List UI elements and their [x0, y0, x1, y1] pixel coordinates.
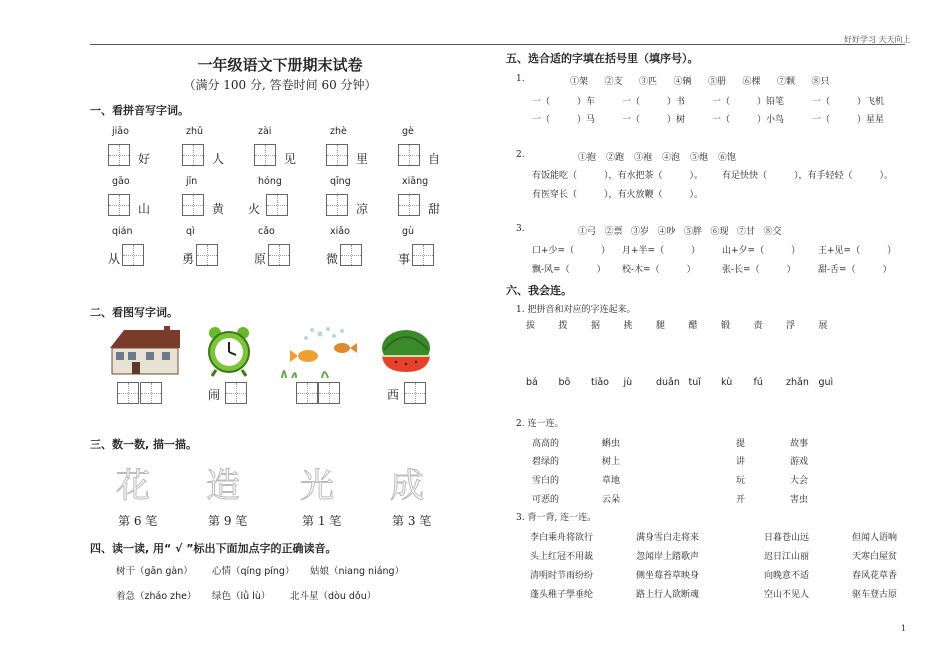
fill-blank[interactable]: 一（ ）树 — [622, 115, 686, 125]
given-character: 凉 — [356, 202, 369, 216]
match-item[interactable]: 大会 — [790, 476, 809, 486]
pronunciation-item[interactable]: 北斗星（dòu dǒu） — [290, 591, 377, 602]
answer-box[interactable] — [182, 144, 204, 166]
answer-box[interactable] — [196, 244, 218, 266]
given-character: 事 — [398, 252, 411, 266]
match-item[interactable]: 碧绿的 — [532, 457, 560, 467]
pronunciation-item[interactable]: 树干（gān gàn） — [116, 566, 193, 577]
fill-blank[interactable]: 王+见=（ ） — [818, 246, 897, 256]
match-pinyin[interactable]: tiǎo — [591, 377, 609, 388]
match-character[interactable]: 拨 — [558, 321, 568, 331]
option-item: ②支 — [604, 77, 623, 87]
pinyin-label: zài — [258, 126, 272, 137]
match-item[interactable]: 高高的 — [532, 439, 560, 449]
match-pinyin[interactable]: bá — [526, 377, 538, 388]
pinyin-label: gāo — [112, 176, 130, 187]
given-character: 勇 — [182, 252, 195, 266]
option-item: ⑦甘 — [737, 227, 756, 237]
answer-box[interactable] — [108, 194, 130, 216]
question-number: 1. — [516, 74, 525, 84]
answer-box[interactable] — [340, 244, 362, 266]
fill-blank[interactable]: 口+少=（ ） — [532, 246, 611, 256]
option-item: ⑤胖 — [684, 227, 703, 237]
fill-blank[interactable]: 一（ ）车 — [532, 97, 596, 107]
fill-blank[interactable]: 校-木=（ ） — [622, 265, 696, 275]
answer-box[interactable] — [117, 382, 139, 404]
match-item[interactable]: 雪白的 — [532, 476, 560, 486]
match-item[interactable]: 云朵 — [602, 495, 621, 505]
match-character[interactable]: 据 — [591, 321, 601, 331]
option-item: ⑥饱 — [718, 153, 737, 163]
exam-title: 一年级语文下册期末试卷 — [197, 56, 363, 74]
option-item: ⑥现 — [710, 227, 729, 237]
given-character: 微 — [326, 252, 339, 266]
house-picture — [102, 326, 184, 378]
fish-picture — [272, 324, 362, 378]
option-item: ③岁 — [631, 227, 650, 237]
match-character[interactable]: 展 — [818, 321, 828, 331]
fill-blank[interactable]: 张-长=（ ） — [722, 265, 796, 275]
pronunciation-item[interactable]: 姑娘（niang niáng） — [310, 566, 405, 577]
section-1-title: 一、看拼音写字词。 — [90, 104, 189, 117]
match-character[interactable]: 腿 — [656, 321, 666, 331]
answer-box[interactable] — [412, 244, 434, 266]
poem-line[interactable]: 迟日江山丽 — [764, 552, 810, 562]
option-item: ②票 — [604, 227, 623, 237]
pinyin-label: xiāng — [402, 176, 429, 187]
poem-line[interactable]: 蓬头稚子學垂纶 — [530, 590, 594, 600]
page-number: 1 — [901, 624, 907, 633]
header-slogan: 好好学习 天天向上 — [844, 35, 911, 44]
option-item: ①弓 — [578, 227, 597, 237]
match-item[interactable]: 害虫 — [790, 495, 809, 505]
fill-blank[interactable]: 一（ ）铅笔 — [712, 97, 785, 107]
given-character: 黄 — [212, 202, 225, 216]
poem-line[interactable]: 春风花草香 — [852, 571, 898, 581]
fill-blank[interactable]: 一（ ）小鸟 — [712, 115, 785, 125]
poem-line[interactable]: 清明时节雨纷纷 — [530, 571, 594, 581]
pinyin-label: hóng — [258, 176, 282, 187]
fill-blank[interactable]: 有足快快（ ），有手轻轻（ ）。 — [722, 171, 894, 181]
section-6-q1-title: 1. 把拼音和对应的字连起来。 — [516, 305, 636, 315]
poem-line[interactable]: 向晚意不适 — [764, 571, 810, 581]
given-character: 从 — [108, 252, 121, 266]
pinyin-label: zhè — [330, 126, 347, 137]
section-5-title: 五、选合适的字填在括号里（填序号）。 — [506, 52, 699, 65]
pinyin-label: xiǎo — [330, 226, 350, 237]
poem-line[interactable]: 头上红冠不用裁 — [530, 552, 594, 562]
fill-blank[interactable]: 一（ ）马 — [532, 115, 596, 125]
stroke-number: 第 1 笔 — [302, 514, 342, 528]
option-item: ③袍 — [634, 153, 653, 163]
option-item: ⑧只 — [811, 77, 830, 87]
watermelon-picture — [376, 326, 434, 374]
given-character: 好 — [138, 152, 151, 166]
pinyin-label: zhǔ — [186, 126, 204, 137]
pronunciation-item[interactable]: 绿色（lǜ lù） — [212, 591, 271, 602]
option-item: ⑧交 — [763, 227, 782, 237]
answer-box[interactable] — [122, 244, 144, 266]
given-character: 山 — [138, 202, 151, 216]
given-character: 见 — [284, 152, 297, 166]
pinyin-label: gù — [402, 226, 415, 237]
match-pinyin[interactable]: kù — [721, 377, 733, 388]
match-item[interactable]: 草地 — [602, 476, 621, 486]
option-item: ⑥棵 — [742, 77, 761, 87]
fill-blank[interactable]: 月+半=（ ） — [622, 246, 701, 256]
fill-blank[interactable]: 一（ ）书 — [622, 97, 686, 107]
match-pinyin[interactable]: fú — [753, 377, 763, 388]
answer-box[interactable] — [318, 382, 340, 404]
answer-box[interactable] — [140, 382, 162, 404]
section-4-title: 四、读一读, 用“ √ ”标出下面加点字的正确读音。 — [90, 542, 337, 555]
given-character: 自 — [428, 152, 441, 166]
match-item[interactable]: 提 — [736, 439, 746, 449]
match-item[interactable]: 蝌虫 — [602, 439, 621, 449]
answer-box[interactable] — [326, 194, 348, 216]
picture-label-clock: 闹 — [208, 388, 221, 402]
alarm-clock-picture — [204, 324, 254, 378]
option-item: ③匹 — [639, 77, 658, 87]
option-item: ④辆 — [673, 77, 692, 87]
question-number: 3. — [516, 224, 525, 234]
match-item[interactable]: 故事 — [790, 439, 809, 449]
section-3-title: 三、数一数, 描一描。 — [90, 438, 198, 451]
match-character[interactable]: 挑 — [623, 321, 633, 331]
match-item[interactable]: 讲 — [736, 457, 746, 467]
option-item: ②跑 — [606, 153, 625, 163]
answer-box[interactable] — [268, 244, 290, 266]
exam-subtitle: （满分 100 分, 答卷时间 60 分钟） — [183, 78, 377, 92]
answer-box[interactable] — [254, 144, 276, 166]
option-item: ①架 — [570, 77, 589, 87]
given-character: 甜 — [428, 202, 441, 216]
match-character[interactable]: 责 — [753, 321, 763, 331]
stroke-number: 第 3 笔 — [392, 514, 432, 528]
question-number: 2. — [516, 150, 525, 160]
match-pinyin[interactable]: jù — [623, 377, 633, 388]
poem-line[interactable]: 日暮苍山远 — [764, 533, 810, 543]
fill-blank[interactable]: 一（ ）飞机 — [812, 97, 885, 107]
answer-box[interactable] — [296, 382, 318, 404]
fill-blank[interactable]: 有饭能吃（ ），有水把茶（ ）。 — [532, 171, 704, 181]
poem-line[interactable]: 天寒白屋贫 — [852, 552, 898, 562]
answer-box[interactable] — [398, 194, 420, 216]
match-character[interactable]: 浮 — [786, 321, 796, 331]
match-item[interactable]: 玩 — [736, 476, 746, 486]
answer-box[interactable] — [326, 144, 348, 166]
match-character[interactable]: 锻 — [721, 321, 731, 331]
answer-box[interactable] — [225, 382, 247, 404]
given-character: 原 — [254, 252, 267, 266]
poem-line[interactable]: 但闻人语响 — [852, 533, 898, 543]
answer-box[interactable] — [398, 144, 420, 166]
pinyin-label: qì — [186, 226, 195, 237]
given-character: 人 — [212, 152, 225, 166]
section-2-title: 二、看图写字词。 — [90, 306, 178, 319]
fill-blank[interactable]: 山+夕=（ ） — [722, 246, 801, 256]
fill-blank[interactable]: 有医穿长（ ），有火放鞭（ ）。 — [532, 190, 704, 200]
poem-line[interactable]: 路上行人欲断魂 — [636, 590, 700, 600]
fill-blank[interactable]: 一（ ）星星 — [812, 115, 885, 125]
section-6-q3-title: 3. 背一背, 连一连。 — [516, 513, 597, 523]
match-pinyin[interactable]: zhǎn — [786, 377, 809, 388]
match-pinyin[interactable]: bō — [558, 377, 571, 388]
section-6-q2-title: 2. 连一连。 — [516, 419, 564, 429]
section-6-title: 六、我会连。 — [506, 284, 572, 297]
stroke-number: 第 6 笔 — [118, 514, 158, 528]
tracing-character: 花 — [116, 466, 150, 506]
poem-line[interactable]: 忽闻岸上踏歌声 — [636, 552, 700, 562]
pinyin-label: jīn — [186, 176, 198, 187]
tracing-character: 造 — [206, 466, 240, 506]
match-character[interactable]: 拔 — [526, 321, 536, 331]
option-item: ④吵 — [657, 227, 676, 237]
poem-line[interactable]: 侧坐莓苔草映身 — [636, 571, 700, 581]
option-item: ⑤册 — [708, 77, 727, 87]
match-item[interactable]: 开 — [736, 495, 746, 505]
match-pinyin[interactable]: tuǐ — [688, 377, 701, 388]
poem-line[interactable]: 空山不见人 — [764, 590, 810, 600]
match-character[interactable]: 醋 — [688, 321, 698, 331]
tracing-character: 成 — [390, 466, 424, 506]
pinyin-label: qīng — [330, 176, 351, 187]
fill-blank[interactable]: 飘-风=（ ） — [532, 265, 606, 275]
pinyin-label: gè — [402, 126, 414, 137]
fill-blank[interactable]: 甜-舌=（ ） — [818, 265, 892, 275]
tracing-character: 光 — [300, 466, 334, 506]
pronunciation-item[interactable]: 心情（qíng píng） — [212, 566, 295, 577]
answer-box[interactable] — [404, 382, 426, 404]
option-item: ⑦颗 — [777, 77, 796, 87]
option-item: ①抱 — [578, 153, 597, 163]
header-rule — [90, 44, 905, 45]
option-item: ④泡 — [662, 153, 681, 163]
pronunciation-item[interactable]: 着急（zháo zhe） — [116, 591, 197, 602]
stroke-number: 第 9 笔 — [208, 514, 248, 528]
given-character: 里 — [356, 152, 369, 166]
pinyin-label: cǎo — [258, 226, 275, 237]
answer-box[interactable] — [108, 144, 130, 166]
match-pinyin[interactable]: guì — [818, 377, 834, 388]
given-character: 火 — [248, 202, 261, 216]
match-pinyin[interactable]: duǎn — [656, 377, 680, 388]
answer-box[interactable] — [266, 194, 288, 216]
poem-line[interactable]: 驱车登古原 — [852, 590, 898, 600]
pinyin-label: qián — [112, 226, 133, 237]
pinyin-label: jiāo — [112, 126, 129, 137]
match-item[interactable]: 游戏 — [790, 457, 809, 467]
match-item[interactable]: 树上 — [602, 457, 621, 467]
picture-label-melon: 西 — [387, 388, 400, 402]
option-item: ⑤炮 — [690, 153, 709, 163]
poem-line[interactable]: 满身雪白走将来 — [636, 533, 700, 543]
answer-box[interactable] — [182, 194, 204, 216]
poem-line[interactable]: 李白乘舟将欲行 — [530, 533, 594, 543]
match-item[interactable]: 可恶的 — [532, 495, 560, 505]
